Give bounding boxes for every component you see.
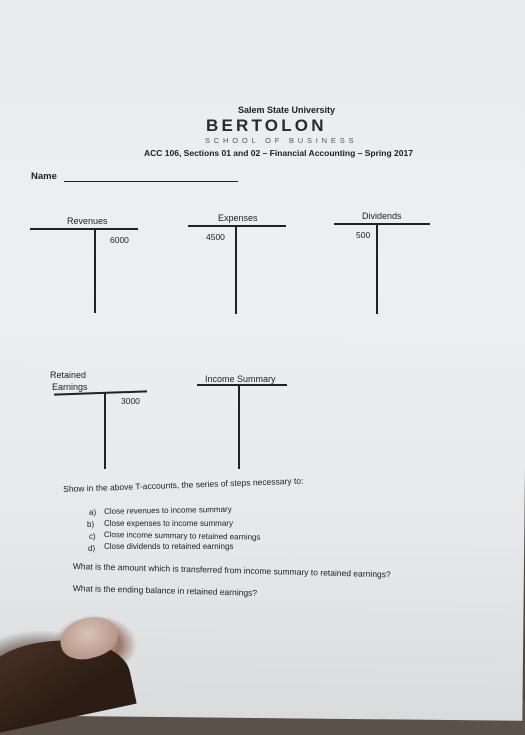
t-account-divider: [104, 393, 106, 469]
step-text: Close expenses to income summary: [104, 519, 233, 528]
question-intro: Show in the above T-accounts, the series of steps necessary to:: [63, 475, 304, 494]
course-title: ACC 106, Sections 01 and 02 – Financial Accounting – Spring 2017: [144, 148, 413, 158]
t-account-label-line1: Retained: [50, 370, 87, 380]
question-ending-balance: What is the ending balance in retained earnings?: [72, 583, 258, 598]
question-transfer-amount: What is the amount which is transferred from income summary to retained earnings?: [72, 561, 391, 580]
t-account-credit-value: 6000: [110, 235, 129, 245]
t-account-label-line2: Earnings: [52, 382, 88, 392]
t-account-credit-value: 3000: [121, 396, 140, 406]
t-account-divider: [235, 226, 237, 314]
t-account-top-line: [30, 228, 138, 230]
step-letter: a): [89, 508, 97, 517]
t-account-top-line: [188, 225, 286, 227]
t-account-top-line: [197, 384, 287, 386]
step-text: Close income summary to retained earnings: [103, 530, 261, 542]
step-letter: b): [87, 520, 95, 529]
t-account-label: Dividends: [362, 211, 402, 221]
name-label: Name: [31, 171, 57, 182]
school-subtitle: SCHOOL OF BUSINESS: [205, 136, 358, 145]
t-account-divider: [94, 229, 96, 313]
t-account-divider: [376, 224, 378, 314]
t-account-debit-value: 4500: [206, 232, 225, 242]
t-account-label: Expenses: [218, 213, 258, 223]
university-name: Salem State University: [238, 105, 336, 115]
t-account-top-line: [334, 223, 430, 225]
t-account-label: Income Summary: [205, 374, 276, 384]
step-letter: c): [89, 532, 96, 541]
t-account-label: Revenues: [67, 216, 108, 226]
step-text: Close dividends to retained earnings: [104, 542, 234, 551]
step-text: Close revenues to income summary: [104, 504, 232, 516]
name-blank-line: [64, 181, 238, 182]
school-brand: BERTOLON: [206, 116, 327, 135]
t-account-debit-value: 500: [356, 230, 371, 240]
t-account-divider: [238, 385, 240, 469]
step-letter: d): [88, 544, 96, 553]
